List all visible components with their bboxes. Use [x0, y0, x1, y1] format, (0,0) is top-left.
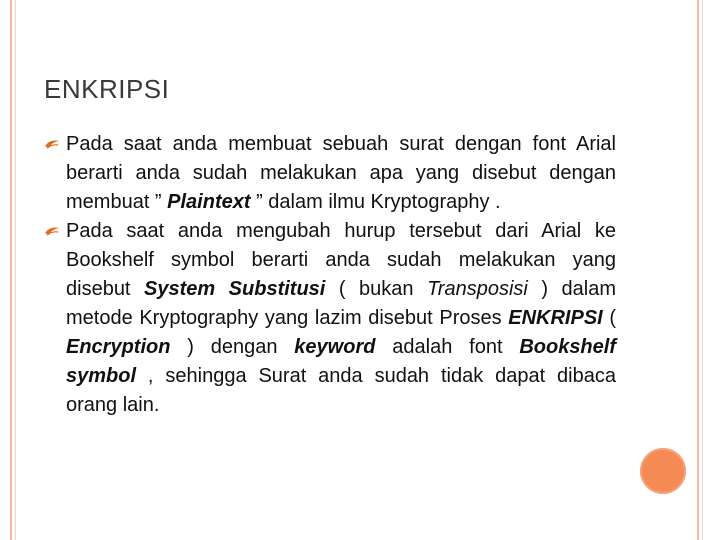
bullet-2-text-c: ) dalam metode Kryptography yang lazim disebut Proses: [66, 278, 617, 329]
term-transposisi: Transposisi: [427, 278, 528, 300]
bullet-2-text: Pada saat anda mengubah hurup tersebut dari Arial ke Bookshelf symbol berarti anda sudah melakukan yang disebut: [66, 220, 616, 300]
bullet-2-text-f: adalah font: [375, 336, 520, 358]
term-encryption: Encryption: [66, 336, 171, 358]
bullet-2-text-e: ) dengan: [170, 336, 295, 358]
bullet-2-text-d: (: [602, 307, 617, 329]
slide-title: ENKRIPSI: [44, 74, 170, 104]
bullet-1-text-end: ” dalam ilmu Kryptography .: [250, 191, 501, 213]
right-border-line-inner: [702, 0, 703, 540]
left-border-line: [10, 0, 12, 540]
term-plaintext: Plaintext: [167, 191, 251, 213]
term-keyword: keyword: [294, 336, 376, 358]
term-enkripsi: ENKRIPSI: [508, 307, 603, 329]
bullet-item-2: [44, 217, 616, 420]
bullet-item-1: [44, 130, 616, 217]
bullet-2-text-b: ( bukan: [325, 278, 428, 300]
bullet-swoosh-icon: [44, 225, 60, 237]
term-system-substitusi: System Substitusi: [144, 278, 326, 300]
bullet-2-text-g: , sehingga Surat anda sudah tidak dapat dibaca orang lain.: [66, 365, 616, 416]
slide-content: [44, 130, 616, 420]
bullet-1-text: Pada saat anda membuat sebuah surat dengan font Arial berarti anda sudah melakukan apa yang disebut dengan membuat ”: [66, 133, 616, 213]
right-border-line: [697, 0, 699, 540]
term-bookshelf-symbol: Bookshelf symbol: [66, 336, 616, 387]
left-border-line-inner: [15, 0, 16, 540]
decorative-orange-circle: [640, 448, 686, 494]
bullet-swoosh-icon: [44, 138, 60, 150]
